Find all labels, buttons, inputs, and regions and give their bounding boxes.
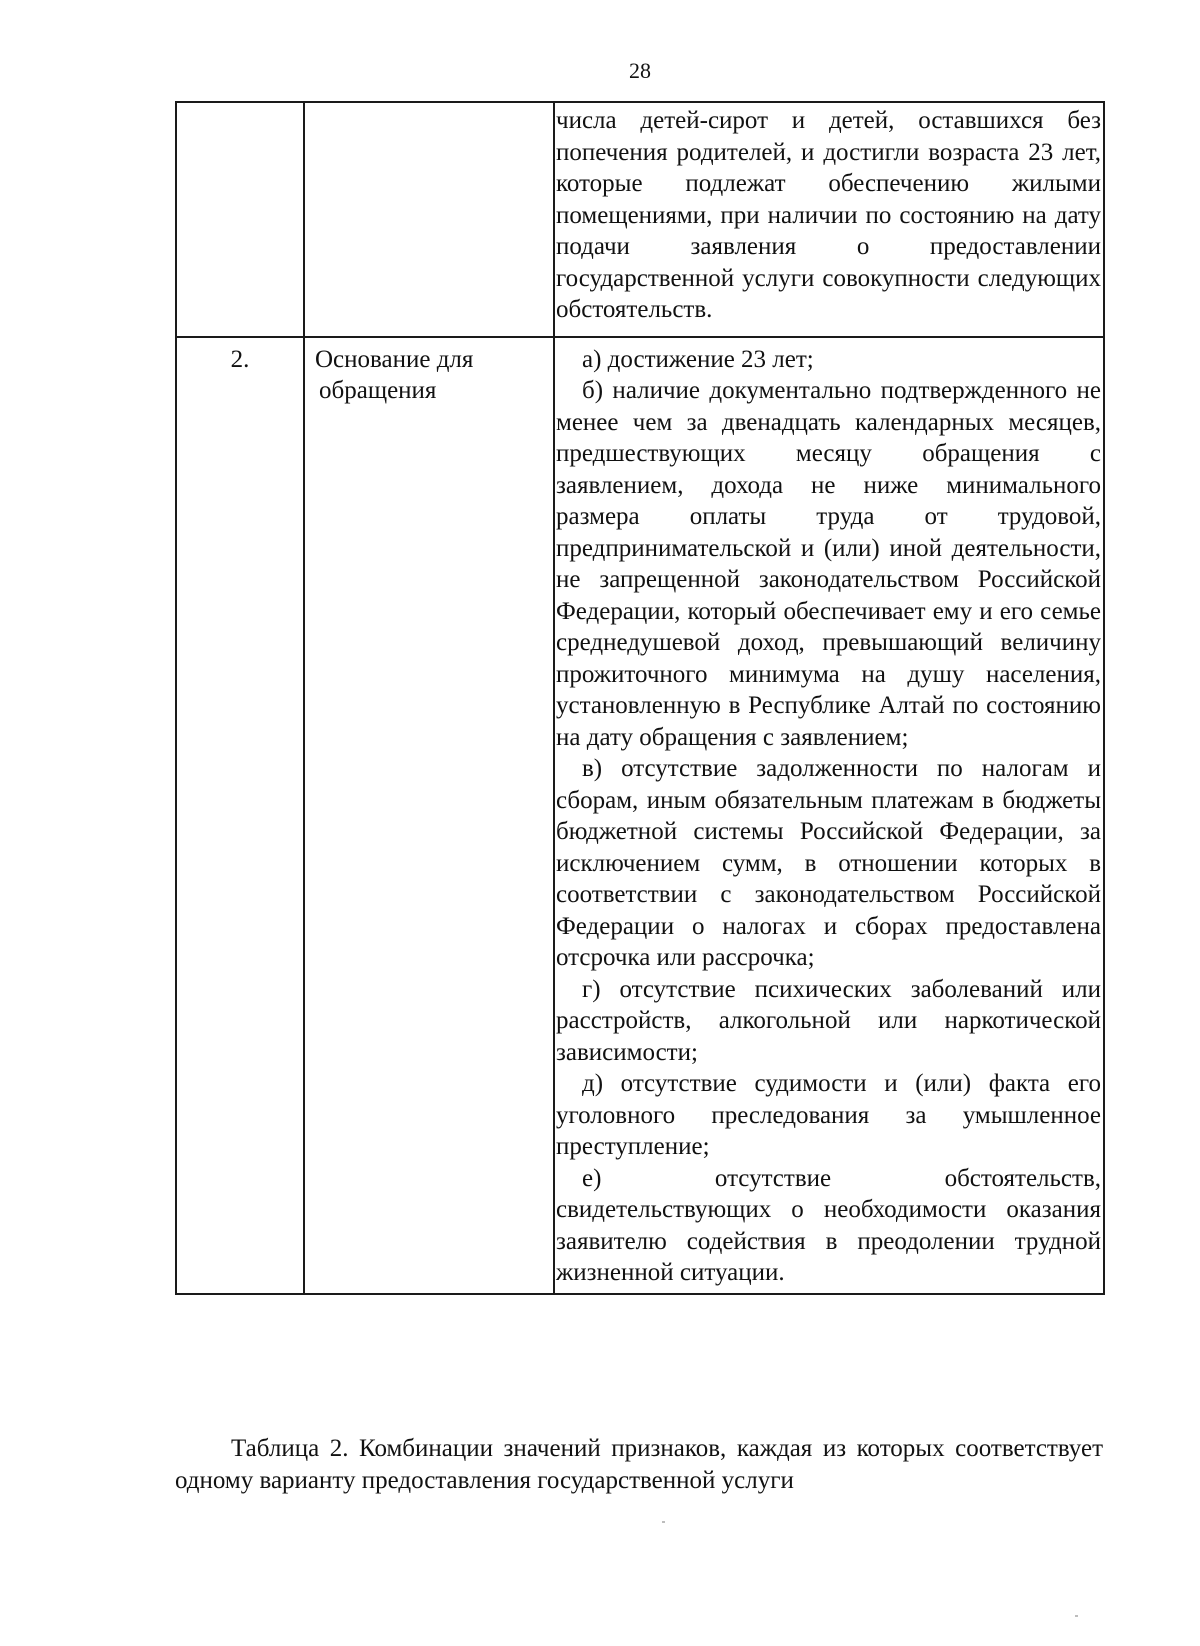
criterion-value-cell (554, 102, 1104, 337)
criterion-name-cell (304, 102, 554, 337)
scan-artifact (662, 1521, 665, 1523)
row-number-cell (176, 102, 304, 337)
table-row (176, 102, 1104, 337)
criteria-table (175, 101, 1105, 1295)
list-item: д) отсутствие судимости и (или) факта его уголовного преследования за умышленное преступление; (556, 1070, 1101, 1160)
criterion-value-cell (554, 337, 1104, 1294)
row-number-cell: 2. (176, 337, 304, 1294)
table-row (176, 337, 1104, 1294)
list-item: е) отсутствие обстоятельств, свидетельствующих о необходимости оказания заявителю содействия в преодолении трудной жизненной ситуации. (556, 1164, 1101, 1286)
table-caption: Таблица 2. Комбинации значений признаков, каждая из которых соответствует одному варианту предоставления государственной услуги (175, 1435, 1103, 1494)
list-item: в) отсутствие задолженности по налогам и сборам, иным обязательным платежам в бюджеты бюджетной системы Российской Федерации, за исключением сумм, в отношении которых в соответствии с законодательством Российской Федерации о налогах и сборах предоставлена отсрочка или рассрочка; (556, 755, 1101, 971)
list-item: г) отсутствие психических заболеваний или расстройств, алкогольной или наркотической зависимости; (556, 975, 1101, 1066)
criterion-value-text: числа детей-сирот и детей, оставшихся без попечения родителей, и достигли возраста 23 лет, которые подлежат обеспечению жилыми помещениями, при наличии по состоянию на дату подачи заявления о предоставлении государственной услуги совокупности следующих обстоятельств. (556, 107, 1101, 323)
scan-artifact (1075, 1615, 1078, 1617)
page-number: 28 (629, 58, 651, 83)
criterion-name-line: обращения (319, 377, 437, 404)
list-item: а) достижение 23 лет; (582, 345, 814, 373)
criterion-name-line: Основание для (315, 345, 474, 373)
criterion-name-cell (304, 337, 554, 1294)
list-item: б) наличие документально подтвержденного не менее чем за двенадцать календарных месяцев, предшествующих месяцу обращения с заявлением, дохода не ниже минимального размера оплаты труда от трудовой, предпринимательской и (или) иной деятельности, не запрещенной законодательством Российской Федерации, который обеспечивает ему и его семье среднедушевой доход, превышающий величину прожиточного минимума на душу населения, установленную в Республике Алтай по состоянию на дату обращения с заявлением; (556, 377, 1101, 751)
